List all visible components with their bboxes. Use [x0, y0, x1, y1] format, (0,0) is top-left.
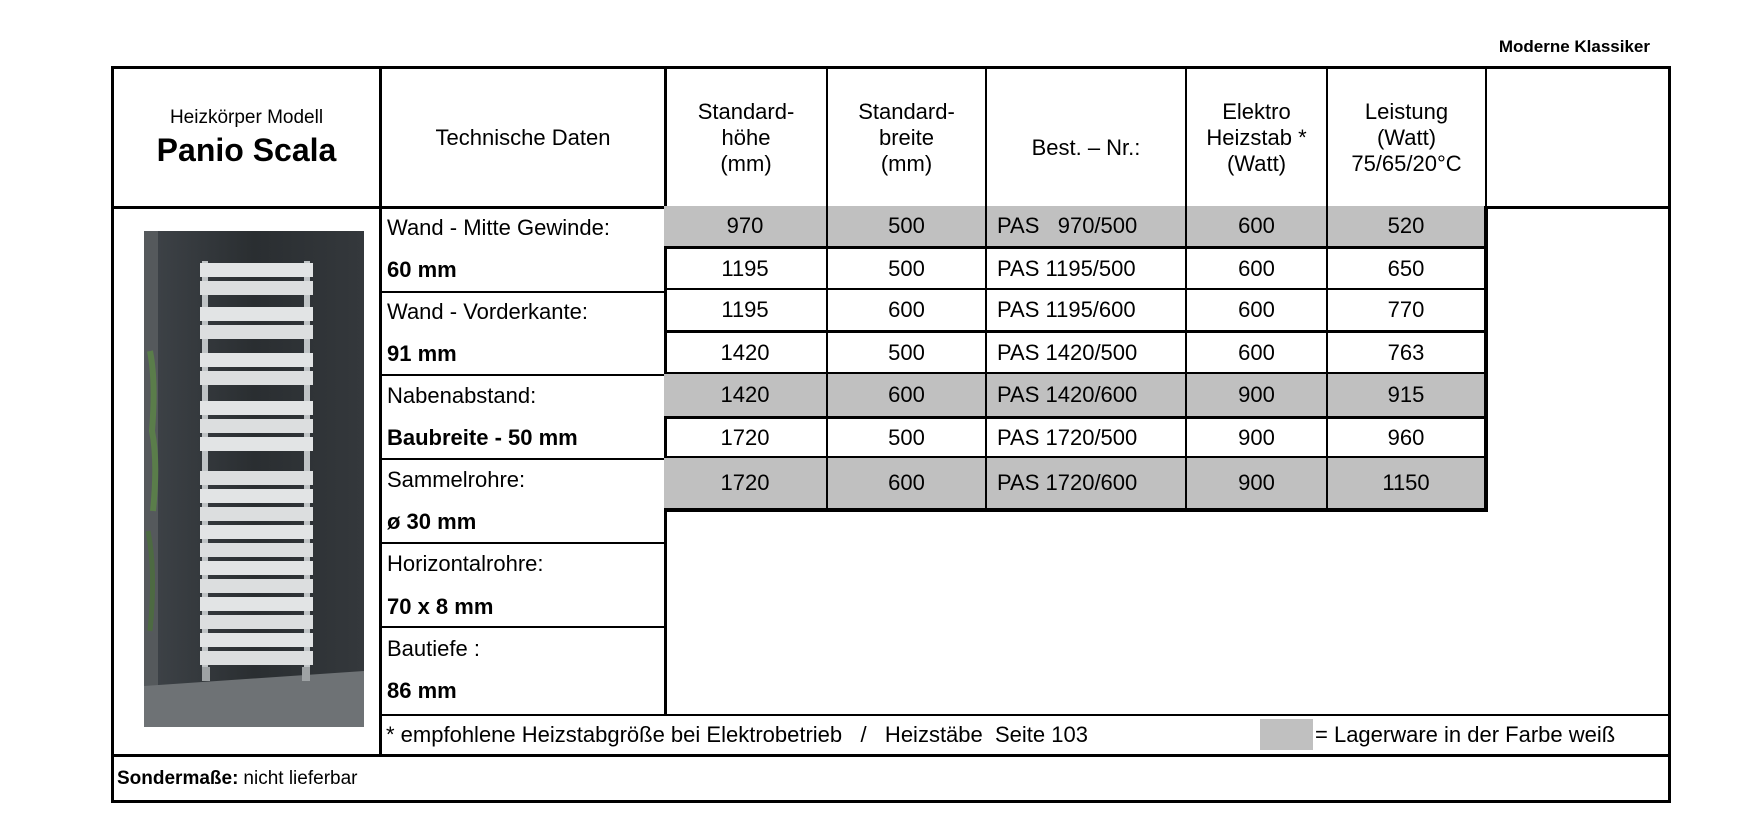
cell-hoehe: 1420	[720, 382, 770, 407]
sondermasse-row	[114, 757, 357, 800]
grid-col-line	[985, 206, 987, 508]
tech-divider	[382, 458, 664, 460]
tech-row-label: Bautiefe :	[387, 636, 480, 661]
cell-elektro: 900	[1238, 470, 1275, 495]
tech-row-label: Wand - Mitte Gewinde:	[387, 215, 610, 240]
cell-elektro: 600	[1238, 297, 1275, 322]
header-leistung-line2: (Watt)	[1376, 124, 1437, 150]
model-header	[114, 69, 379, 206]
cell-bestnr: PAS 1720/600	[997, 470, 1138, 495]
header-technische-daten	[382, 69, 664, 206]
cell-breite: 600	[888, 382, 925, 407]
cell-bestnr: PAS 1195/600	[997, 297, 1136, 322]
cell-breite: 600	[888, 297, 925, 322]
cell-hoehe: 970	[726, 213, 764, 238]
tech-divider	[382, 542, 664, 544]
sondermasse-value: nicht lieferbar	[243, 767, 358, 789]
header-breite-line1: Standard-	[858, 98, 955, 124]
cell-leistung: 763	[1387, 339, 1425, 365]
header-leistung	[1328, 69, 1485, 206]
header-breite	[828, 69, 985, 206]
cell-bestnr: PAS 1720/500	[997, 424, 1138, 450]
radiator-illustration	[144, 231, 364, 727]
header-technische-daten-label: Technische Daten	[435, 124, 611, 150]
cell-leistung: 1150	[1382, 470, 1430, 495]
tech-row-value: 60 mm	[387, 257, 457, 282]
lagerware-swatch	[1260, 719, 1313, 750]
header-leistung-line3: 75/65/20°C	[1351, 150, 1462, 176]
tech-row-value: 86 mm	[387, 678, 457, 703]
tech-row-label: Nabenabstand:	[387, 383, 537, 408]
cell-bestnr: PAS 1420/500	[997, 339, 1138, 365]
tech-row-value: 70 x 8 mm	[387, 594, 494, 619]
tech-row-label: Horizontalrohre:	[387, 551, 544, 576]
cell-hoehe: 1195	[721, 297, 769, 322]
cell-leistung: 770	[1387, 297, 1425, 322]
header-elektro-line3: (Watt)	[1226, 150, 1287, 176]
tech-divider	[382, 291, 664, 293]
cell-breite: 600	[888, 470, 925, 495]
header-breite-line2: breite	[878, 124, 935, 150]
cell-bestnr: PAS 970/500	[997, 213, 1138, 238]
cell-elektro: 600	[1238, 213, 1275, 238]
cell-breite: 500	[888, 255, 925, 281]
data-grid	[664, 206, 1488, 512]
header-elektro-line2: Heizstab *	[1206, 124, 1307, 150]
header-hoehe	[666, 69, 826, 206]
cell-hoehe: 1420	[720, 339, 770, 365]
cell-elektro: 900	[1238, 382, 1275, 407]
header-bestnr-label: Best. – Nr.:	[1031, 134, 1141, 160]
cell-breite: 500	[888, 339, 925, 365]
tech-divider	[382, 626, 664, 628]
tech-row-value: Baubreite - 50 mm	[387, 425, 578, 450]
sondermasse-label: Sondermaße:	[117, 767, 239, 789]
header-breite-line3: (mm)	[880, 150, 933, 176]
model-name: Panio Scala	[156, 131, 337, 168]
model-caption: Heizkörper Modell	[169, 106, 324, 128]
cell-bestnr: PAS 1195/500	[997, 255, 1136, 281]
cell-hoehe: 1720	[720, 424, 770, 450]
header-elektro-line1: Elektro	[1222, 98, 1291, 124]
cell-leistung: 960	[1387, 424, 1425, 450]
lagerware-legend: = Lagerware in der Farbe weiß	[1315, 722, 1616, 747]
tech-data-column	[382, 209, 664, 714]
header-hoehe-line1: Standard-	[697, 98, 795, 124]
tech-row-value: ø 30 mm	[387, 509, 477, 534]
header-elektro	[1187, 69, 1326, 206]
tech-row-label: Sammelrohre:	[387, 467, 526, 492]
cell-elektro: 900	[1238, 424, 1275, 450]
cell-bestnr: PAS 1420/600	[997, 382, 1138, 407]
cell-hoehe: 1195	[721, 255, 769, 281]
header-hoehe-line3: (mm)	[720, 150, 772, 176]
cell-hoehe: 1720	[720, 470, 770, 495]
header-bestnr	[987, 69, 1185, 206]
tech-row-value: 91 mm	[387, 341, 457, 366]
cell-breite: 500	[888, 213, 925, 238]
cell-leistung: 650	[1387, 255, 1425, 281]
cell-elektro: 600	[1238, 255, 1275, 281]
cell-leistung: 520	[1387, 213, 1425, 238]
footnote-text: * empfohlene Heizstabgröße bei Elektrobetrieb / Heizstäbe Seite 103	[386, 722, 1088, 747]
header-leistung-line1: Leistung	[1364, 98, 1449, 124]
cell-elektro: 600	[1238, 339, 1275, 365]
tech-divider	[382, 374, 664, 376]
leistung-col-line	[1485, 66, 1487, 206]
cell-leistung: 915	[1387, 382, 1425, 407]
tech-row-label: Wand - Vorderkante:	[387, 299, 588, 324]
header-hoehe-line2: höhe	[721, 124, 771, 150]
section-label: Moderne Klassiker	[1498, 37, 1650, 56]
cell-breite: 500	[888, 424, 925, 450]
radiator-image	[144, 231, 364, 727]
